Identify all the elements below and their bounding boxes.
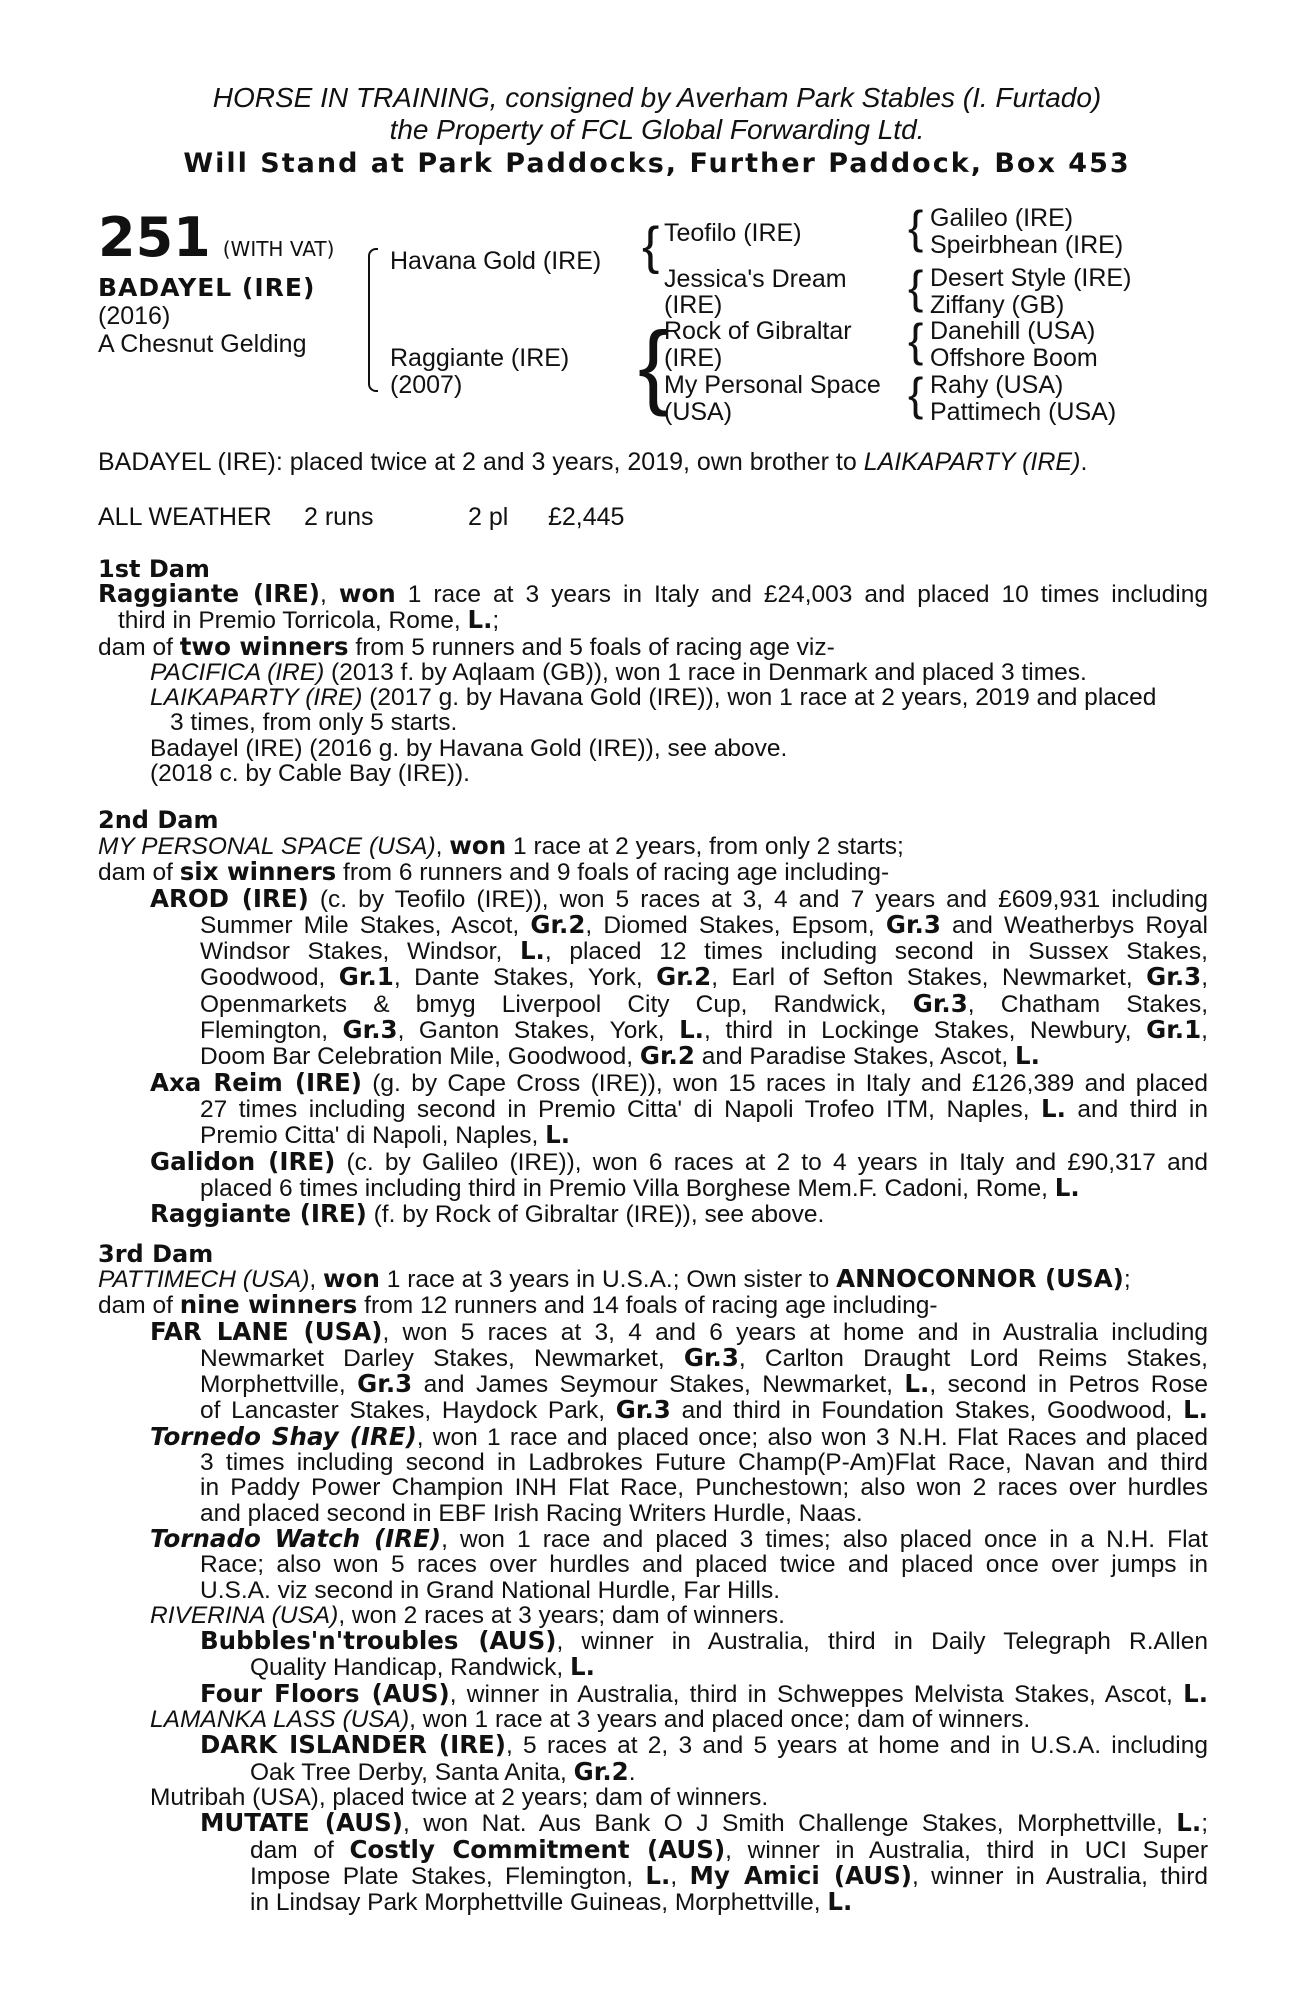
- text-run: L.: [545, 1120, 571, 1150]
- text-run: ,: [670, 1862, 690, 1890]
- text-run: and third in Foundation Stakes, Goodwood,: [670, 1397, 1184, 1425]
- text-run: Four Floors (AUS): [200, 1678, 450, 1708]
- text-run: in Lindsay Park Morphettville Guineas, Morphettville,: [250, 1889, 828, 1917]
- text-run: of Lancaster Stakes, Haydock Park,: [200, 1397, 616, 1425]
- dam2-arod-3: [98, 938, 1208, 964]
- text-run: Goodwood,: [200, 964, 339, 992]
- text-run: dam of: [250, 1836, 350, 1864]
- text-run: two winners: [179, 631, 349, 661]
- dam2-arod-6: [98, 1017, 1208, 1043]
- horse-info: [98, 274, 315, 358]
- dam2-arod-7: [98, 1043, 1208, 1069]
- text-run: L.: [1041, 1093, 1066, 1123]
- text-run: Gr.2: [573, 1756, 629, 1786]
- dam1-section: [98, 581, 1208, 786]
- text-run: (c. by Teofilo (IRE)), won 5 races at 3, 4 and 7 years and £609,931 including: [308, 885, 1208, 913]
- text-run: Gr.2: [656, 962, 712, 992]
- dam3-riverina: [98, 1603, 1208, 1628]
- race-summary: [98, 448, 1087, 477]
- dam3-farlane-2: [98, 1342, 1208, 1372]
- text-run: (2017 g. by Havana Gold (IRE)), won 1 race at 2 years, 2019 and placed: [362, 684, 1157, 712]
- dam3-mutribah: Mutribah (USA), placed twice at 2 years; dam of winners.: [150, 1783, 769, 1811]
- text-run: MY PERSONAL SPACE (USA): [98, 833, 436, 860]
- pedigree-dam-sire-2: (IRE): [664, 344, 723, 372]
- text-run: Newmarket Darley Stakes, Newmarket,: [200, 1344, 684, 1372]
- text-run: LAIKAPARTY (IRE): [150, 684, 363, 712]
- dam3-bubbles-1: [98, 1628, 1208, 1654]
- text-run: , placed 12 times including second in Sussex Stakes,: [544, 938, 1208, 966]
- pedigree-brace-g4: {: [908, 368, 924, 420]
- text-run: , second in Petros Rose: [929, 1371, 1208, 1399]
- text-run: Gr.3: [683, 1342, 739, 1372]
- dam3-tornedo-4: and placed second in EBF Irish Racing Writers Hurdle, Naas.: [200, 1499, 863, 1527]
- pedigree-brace-g3: {: [908, 314, 924, 366]
- text-run: dam of: [98, 633, 180, 661]
- dam3-line2: [98, 1292, 1208, 1318]
- pedigree-brace-dam: {: [638, 312, 670, 417]
- text-run: , won 1 race at 3 years and placed once; dam of winners.: [409, 1706, 1031, 1734]
- dam3-tornedo-1: [98, 1421, 1208, 1451]
- text-run: Gr.3: [885, 909, 941, 939]
- pedigree-brace-g2: {: [908, 261, 924, 313]
- pedigree-brace-sire: {: [642, 217, 660, 275]
- pedigree-gg-5: Danehill (USA): [930, 317, 1096, 345]
- dam3-fourfloors: [98, 1678, 1208, 1708]
- text-run: , Ganton Stakes, York,: [397, 1017, 680, 1045]
- text-run: Oak Tree Derby, Santa Anita,: [250, 1758, 574, 1786]
- text-run: Tornedo Shay (IRE): [150, 1421, 417, 1451]
- dam3-mutate-1: [98, 1810, 1208, 1836]
- horse-year: (2016): [98, 302, 171, 330]
- text-run: DARK ISLANDER (IRE): [200, 1730, 506, 1760]
- dam3-lamanka: [98, 1707, 1208, 1732]
- header-consignor: HORSE IN TRAINING, consigned by Averham Park Stables (I. Furtado): [212, 82, 1102, 113]
- text-run: dam of: [98, 1292, 180, 1320]
- text-run: Gr.2: [639, 1041, 695, 1071]
- text-run: Gr.3: [615, 1395, 671, 1425]
- pedigree-gg-7: Rahy (USA): [930, 371, 1064, 399]
- dam1-produce-4: (2018 c. by Cable Bay (IRE)).: [150, 760, 470, 788]
- dam2-galidon-1: [98, 1146, 1208, 1176]
- text-run: Quality Handicap, Randwick,: [250, 1654, 571, 1682]
- dam1-line1: Raggiante (IRE), won 1 race at 3 years in Italy and £24,003 and placed 10 times including: [98, 579, 1208, 608]
- text-run: (f. by Rock of Gibraltar (IRE)), see above.: [366, 1201, 825, 1229]
- text-run: from 12 runners and 14 foals of racing age including-: [357, 1292, 938, 1320]
- text-run: Windsor Stakes, Windsor,: [200, 938, 520, 966]
- dam2-axa-2: [98, 1093, 1208, 1123]
- text-run: won: [338, 579, 396, 608]
- dam3-farlane-4: [98, 1397, 1208, 1423]
- dam2-axa-1: [98, 1067, 1208, 1097]
- text-run: L.: [827, 1887, 853, 1917]
- text-run: Gr.3: [357, 1369, 413, 1399]
- dam2-raggiante: [98, 1201, 1208, 1227]
- dam3-darkislander-2: Oak Tree Derby, Santa Anita, Gr.2.: [250, 1756, 636, 1786]
- pedigree-gg-6: Offshore Boom: [930, 344, 1098, 372]
- text-run: L.: [904, 1369, 930, 1399]
- text-run: dam of: [98, 859, 180, 887]
- text-run: third in Premio Torricola, Rome,: [118, 607, 468, 635]
- text-run: , 5 races at 2, 3 and 5 years at home and in U.S.A. including: [506, 1732, 1208, 1760]
- header-location: Will Stand at Park Paddocks, Further Paddock, Box 453: [183, 148, 1131, 179]
- pedigree-dam-dam-2: (USA): [664, 398, 733, 426]
- aw-label: ALL WEATHER: [98, 503, 272, 531]
- dam2-arod-4: [98, 964, 1208, 990]
- text-run: placed 6 times including third in Premio Villa Borghese Mem.F. Cadoni, Rome,: [200, 1174, 1055, 1202]
- text-run: Gr.2: [530, 909, 586, 939]
- dam2-axa-3: [98, 1122, 1208, 1148]
- pedigree-gg-1: Galileo (IRE): [930, 204, 1074, 232]
- lot-number: 251: [98, 206, 211, 269]
- aw-runs: 2 runs: [304, 503, 374, 531]
- dam1-line2: [98, 607, 1208, 633]
- text-run: My Amici (AUS): [689, 1860, 912, 1890]
- text-run: (2013 f. by Aqlaam (GB)), won 1 race in Denmark and placed 3 times.: [324, 658, 1087, 686]
- text-run: , won Nat. Aus Bank O J Smith Challenge Stakes, Morphettville,: [402, 1810, 1177, 1838]
- text-run: Raggiante (IRE): [98, 579, 321, 608]
- text-run: L.: [645, 1860, 671, 1890]
- text-run: PATTIMECH (USA): [98, 1266, 310, 1293]
- dam1-line3: [98, 631, 1208, 661]
- pedigree-gg-4: Ziffany (GB): [930, 291, 1065, 319]
- text-run: MUTATE (AUS): [200, 1808, 403, 1838]
- dam3-farlane-3: [98, 1371, 1208, 1397]
- text-run: L.: [570, 1652, 595, 1682]
- dam2-line1: MY PERSONAL SPACE (USA), won 1 race at 2 years, from only 2 starts;: [98, 831, 904, 860]
- dam3-title: 3rd Dam: [98, 1240, 214, 1268]
- text-run: Openmarkets & bmyg Liverpool City Cup, Randwick,: [200, 990, 913, 1018]
- text-run: 1 race at 3 years in U.S.A.; Own sister to: [379, 1266, 837, 1293]
- dam3-bubbles-2: [98, 1654, 1208, 1680]
- dam3-mutate-4: [98, 1889, 1208, 1915]
- dam1-produce-2b: 3 times, from only 5 starts.: [170, 709, 458, 737]
- header-property: the Property of FCL Global Forwarding Ltd.: [389, 114, 925, 145]
- dam3-line1: PATTIMECH (USA), won 1 race at 3 years in U.S.A.; Own sister to ANNOCONNOR (USA);: [98, 1264, 1131, 1293]
- text-run: Galidon (IRE): [150, 1146, 336, 1176]
- text-run: Raggiante (IRE): [150, 1199, 367, 1229]
- pedigree-dam-sire-1: Rock of Gibraltar: [664, 317, 852, 345]
- text-run: , won 1 race and placed 3 times; also placed once in a N.H. Flat: [441, 1525, 1208, 1553]
- horse-description: A Chesnut Gelding: [98, 330, 307, 358]
- text-run: ,: [1201, 964, 1208, 992]
- text-run: Impose Plate Stakes, Flemington,: [250, 1862, 646, 1890]
- pedigree-sire-dam-2: (IRE): [664, 291, 723, 319]
- text-run: LAMANKA LASS (USA): [150, 1706, 410, 1734]
- text-run: L.: [467, 605, 493, 635]
- text-run: six winners: [179, 857, 337, 887]
- text-run: Bubbles'n'troubles (AUS): [200, 1626, 557, 1656]
- text-run: , Diomed Stakes, Epsom,: [585, 911, 886, 939]
- text-run: and James Seymour Stakes, Newmarket,: [412, 1371, 905, 1399]
- text-run: ;: [1201, 1810, 1208, 1838]
- pedigree-dam-year: (2007): [390, 371, 463, 399]
- text-run: L.: [1054, 1172, 1080, 1202]
- text-run: ,: [1201, 1017, 1208, 1045]
- text-run: , Carlton Draught Lord Reims Stakes,: [738, 1344, 1208, 1372]
- dam2-arod-5: [98, 988, 1208, 1018]
- text-run: and Paradise Stakes, Ascot,: [694, 1043, 1015, 1071]
- text-run: Gr.1: [1146, 1015, 1202, 1045]
- dam3-farlane-1: [98, 1316, 1208, 1346]
- pedigree-sire-sire: Teofilo (IRE): [664, 219, 802, 247]
- lot-label: [98, 206, 334, 269]
- dam2-arod-1: [98, 883, 1208, 913]
- dam3-mutate-2: [98, 1834, 1208, 1864]
- text-run: (g. by Cape Cross (IRE)), won 15 races in Italy and £126,389 and placed: [361, 1069, 1208, 1097]
- text-run: won: [449, 831, 507, 860]
- text-run: from 5 runners and 5 foals of racing age viz-: [348, 633, 835, 661]
- text-run: L.: [1183, 1678, 1208, 1708]
- text-run: , winner in Australia, third in Daily Telegraph R.Allen: [556, 1628, 1209, 1656]
- dam2-title: 2nd Dam: [98, 806, 219, 834]
- text-run: ANNOCONNOR (USA): [836, 1264, 1124, 1293]
- text-run: , winner in Australia, third in UCI Super: [725, 1836, 1208, 1864]
- text-run: , won 2 races at 3 years; dam of winners.: [338, 1601, 785, 1629]
- dam2-galidon-2: [98, 1172, 1208, 1202]
- dam3-darkislander-1: [98, 1732, 1208, 1758]
- text-run: Doom Bar Celebration Mile, Goodwood,: [200, 1043, 640, 1071]
- text-run: PACIFICA (IRE): [150, 658, 325, 686]
- text-run: Summer Mile Stakes, Ascot,: [200, 911, 531, 939]
- text-run: , Earl of Sefton Stakes, Newmarket,: [711, 964, 1147, 992]
- text-run: from 6 runners and 9 foals of racing age including-: [336, 859, 890, 887]
- horse-name: BADAYEL (IRE): [98, 273, 316, 302]
- text-run: ;: [492, 607, 500, 635]
- summary-text: BADAYEL (IRE): placed twice at 2 and 3 years, 2019, own brother to: [98, 448, 864, 476]
- pedigree-gg-2: Speirbhean (IRE): [930, 231, 1124, 259]
- text-run: , Dante Stakes, York,: [393, 964, 657, 992]
- text-run: L.: [1014, 1041, 1040, 1071]
- text-run: Gr.3: [342, 1015, 398, 1045]
- pedigree-sire: Havana Gold (IRE): [390, 247, 602, 275]
- text-run: , won 5 races at 3, 4 and 6 years at home and in Australia including: [382, 1318, 1208, 1346]
- text-run: Gr.1: [338, 962, 394, 992]
- text-run: and Weatherbys Royal: [940, 911, 1208, 939]
- pedigree-brace-main: [368, 248, 378, 392]
- text-run: Flemington,: [200, 1017, 343, 1045]
- pedigree-gg-8: Pattimech (USA): [930, 398, 1117, 426]
- text-run: Gr.3: [1146, 962, 1202, 992]
- dam3-tornado-3: U.S.A. viz second in Grand National Hurdle, Far Hills.: [200, 1576, 781, 1604]
- dam1-title: 1st Dam: [98, 555, 210, 583]
- text-run: , third in Lockinge Stakes, Newbury,: [703, 1017, 1147, 1045]
- dam1-produce-1: [98, 660, 1208, 685]
- pedigree-gg-3: Desert Style (IRE): [930, 264, 1132, 292]
- text-run: FAR LANE (USA): [150, 1316, 383, 1346]
- text-run: AROD (IRE): [150, 883, 309, 913]
- dam1-produce-3: Badayel (IRE) (2016 g. by Havana Gold (IRE)), see above.: [150, 734, 788, 762]
- dam2-section: [98, 833, 1208, 1227]
- summary-end: .: [1080, 448, 1088, 476]
- dam2-arod-2: [98, 909, 1208, 939]
- pedigree-dam-name: Raggiante (IRE): [390, 344, 570, 372]
- summary-brother: LAIKAPARTY (IRE): [863, 448, 1081, 476]
- dam3-tornado-1: [98, 1523, 1208, 1553]
- text-run: L.: [519, 936, 545, 966]
- pedigree-brace-g1: {: [908, 201, 924, 253]
- dam3-tornedo-3: in Paddy Power Champion INH Flat Race, Punchestown; also won 2 races over hurdles: [200, 1474, 1208, 1502]
- text-run: ;: [1123, 1266, 1131, 1293]
- aw-prize: £2,445: [548, 503, 625, 531]
- dam1-produce-2: [98, 685, 1208, 710]
- text-run: L.: [1183, 1395, 1208, 1425]
- text-run: won: [323, 1264, 380, 1293]
- text-run: 27 times including second in Premio Citta' di Napoli Trofeo ITM, Naples,: [200, 1095, 1042, 1123]
- text-run: , won 1 race and placed once; also won 3 N.H. Flat Races and placed: [416, 1423, 1208, 1451]
- text-run: , winner in Australia, third: [912, 1862, 1208, 1890]
- text-run: Gr.3: [912, 988, 968, 1018]
- pedigree-dam-dam-1: My Personal Space: [664, 371, 881, 399]
- text-run: , Chatham Stakes,: [967, 990, 1208, 1018]
- lot-vat: (WITH VAT): [222, 237, 335, 261]
- dam3-tornado-2: Race; also won 5 races over hurdles and placed twice and placed once over jumps in: [200, 1551, 1208, 1579]
- text-run: Axa Reim (IRE): [150, 1067, 362, 1097]
- dam2-line2: [98, 859, 1208, 885]
- aw-placed: 2 pl: [468, 503, 509, 531]
- text-run: L.: [679, 1015, 704, 1045]
- text-run: L.: [1176, 1808, 1202, 1838]
- text-run: and third in: [1065, 1095, 1208, 1123]
- text-run: 1 race at 2 years, from only 2 starts;: [506, 833, 904, 860]
- dam3-tornedo-2: 3 times including second in Ladbrokes Future Champ(P-Am)Flat Race, Navan and third: [200, 1449, 1208, 1477]
- text-run: 1 race at 3 years in Italy and £24,003 and placed 10 times including: [395, 581, 1208, 608]
- text-run: Tornado Watch (IRE): [150, 1523, 442, 1553]
- text-run: Morphettville,: [200, 1371, 358, 1399]
- text-run: Costly Commitment (AUS): [349, 1834, 726, 1864]
- text-run: Premio Citta' di Napoli, Naples,: [200, 1122, 546, 1150]
- text-run: RIVERINA (USA): [150, 1601, 339, 1629]
- text-run: (c. by Galileo (IRE)), won 6 races at 2 to 4 years in Italy and £90,317 and: [335, 1148, 1208, 1176]
- dam3-section: [98, 1266, 1208, 1915]
- text-run: , winner in Australia, third in Schweppes Melvista Stakes, Ascot,: [449, 1680, 1184, 1708]
- text-run: nine winners: [179, 1290, 358, 1320]
- dam3-mutate-3: [98, 1860, 1208, 1890]
- pedigree-sire-dam-1: Jessica's Dream: [664, 265, 847, 293]
